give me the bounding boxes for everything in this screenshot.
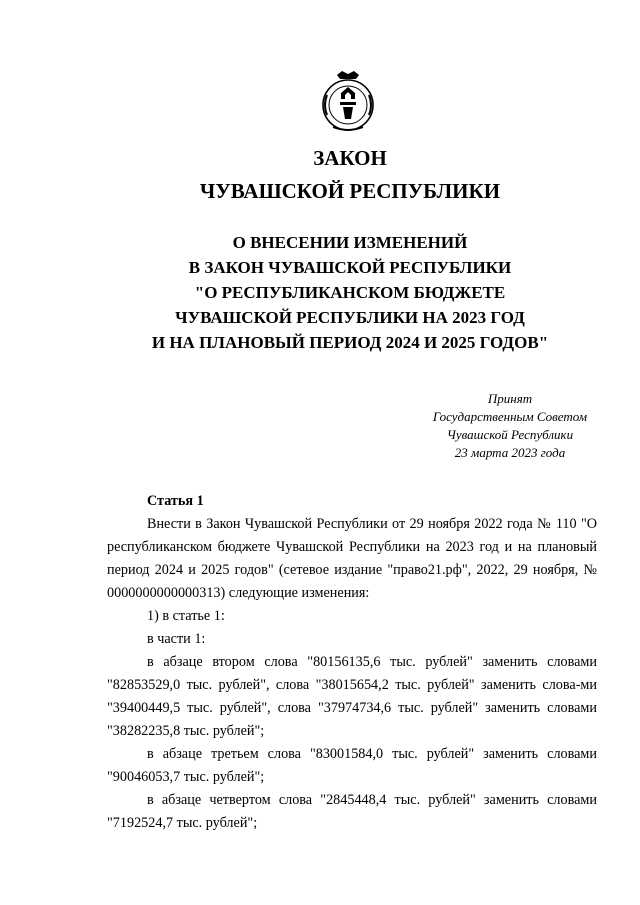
article-paragraph: в абзаце третьем слова "83001584,0 тыс. рублей" заменить словами "90046053,7 тыс. рублей";: [107, 746, 597, 785]
subtitle-line: И НА ПЛАНОВЫЙ ПЕРИОД 2024 И 2025 ГОДОВ": [151, 333, 549, 352]
subtitle-line: В ЗАКОН ЧУВАШСКОЙ РЕСПУБЛИКИ: [188, 258, 512, 277]
article-paragraph: в части 1:: [147, 631, 206, 647]
adoption-note: [380, 390, 640, 462]
adoption-line: Государственным Советом: [432, 409, 588, 424]
article-body: [107, 490, 597, 835]
title-line: ЧУВАШСКОЙ РЕСПУБЛИКИ: [199, 179, 501, 203]
subtitle-line: О ВНЕСЕНИИ ИЗМЕНЕНИЙ: [232, 233, 468, 252]
document-subtitle: [80, 230, 620, 355]
chuvash-republic-emblem-icon: [319, 69, 377, 135]
article-paragraph: в абзаце четвертом слова "2845448,4 тыс. рублей" заменить словами "7192524,7 тыс. рублей";: [107, 792, 597, 831]
adoption-date: 23 марта 2023 года: [454, 445, 566, 460]
subtitle-line: "О РЕСПУБЛИКАНСКОМ БЮДЖЕТЕ: [194, 283, 506, 302]
subtitle-line: ЧУВАШСКОЙ РЕСПУБЛИКИ НА 2023 ГОД: [175, 308, 525, 327]
article-paragraph: в абзаце втором слова "80156135,6 тыс. рублей" заменить словами "82853529,0 тыс. рублей", слова "38015654,2 тыс. рублей" заменить слова-ми "39400449,5 тыс. рублей", слова "37974734,6 тыс. рублей" заменить словами "38282235,8 тыс. рублей";: [107, 654, 597, 739]
article-paragraph: 1) в статье 1:: [147, 608, 225, 624]
article-title: Статья 1: [147, 493, 204, 509]
article-paragraph: Внести в Закон Чувашской Республики от 29 ноября 2022 года № 110 "О республиканском бюджете Чувашской Республики на 2023 год и на плановый период 2024 и 2025 годов" (сетевое издание "право21.рф", 2022, 29 ноября, № 0000000000000313) следующие изменения:: [107, 516, 597, 601]
document-title: [100, 142, 600, 208]
title-line: ЗАКОН: [313, 146, 387, 170]
adoption-line: Принят: [487, 391, 533, 406]
adoption-line: Чувашской Республики: [446, 427, 574, 442]
